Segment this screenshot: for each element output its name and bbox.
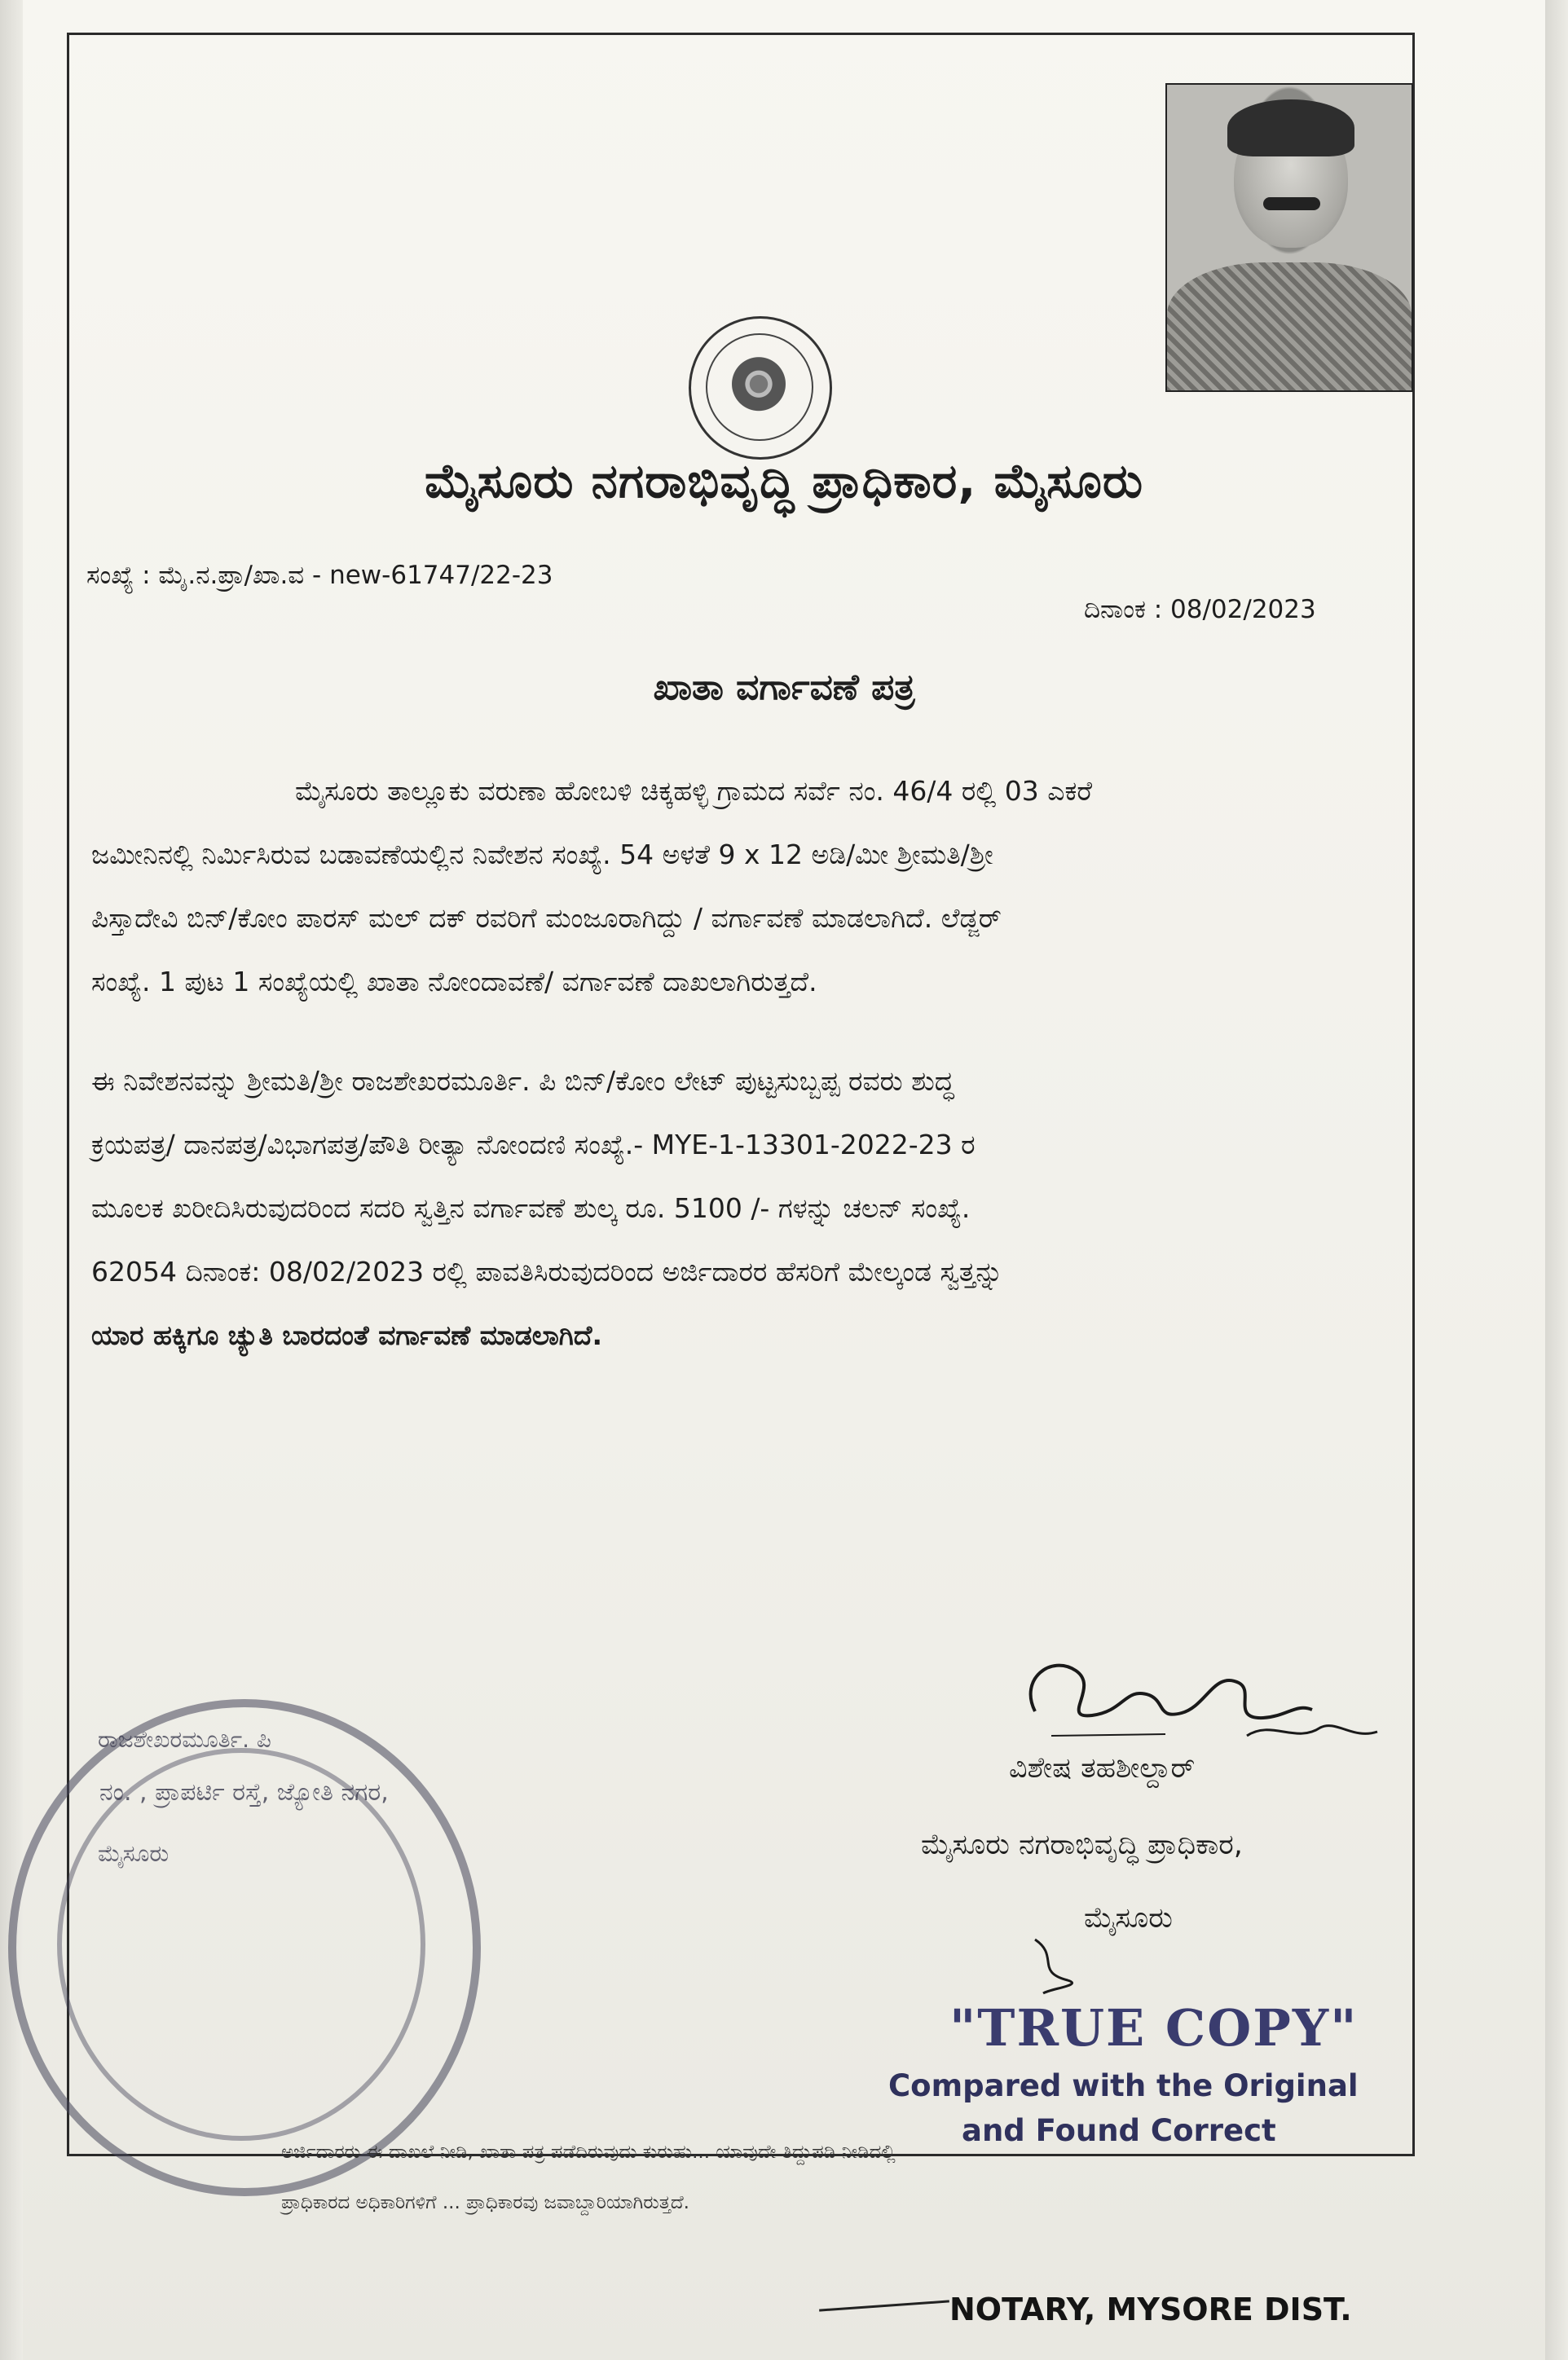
paragraph-line: ಯಾರ ಹಕ್ಕಿಗೂ ಚ್ಯುತಿ ಬಾರದಂತೆ ವರ್ಗಾವಣೆ ಮಾಡಲಾಗಿದೆ. bbox=[91, 1319, 603, 1351]
notary-label: NOTARY, MYSORE DIST. bbox=[949, 2292, 1352, 2327]
applicant-name: ರಾಜಶೇಖರಮೂರ್ತಿ. ಪಿ bbox=[98, 1726, 271, 1753]
paragraph-line: ಪಿಸ್ತಾದೇವಿ ಬಿನ್/ಕೋಂ ಪಾರಸ್ ಮಲ್ ದಕ್ ರವರಿಗೆ ಮಂಜೂರಾಗಿದ್ದು / ವರ್ಗಾವಣೆ ಮಾಡಲಾಗಿದೆ. ಲೆಡ್ಜರ್ bbox=[91, 902, 1002, 934]
paragraph-line: ಈ ನಿವೇಶನವನ್ನು ಶ್ರೀಮತಿ/ಶ್ರೀ ರಾಜಶೇಖರಮೂರ್ತಿ. ಪಿ ಬಿನ್/ಕೋಂ ಲೇಟ್ ಪುಟ್ಟಸುಬ್ಬಪ್ಪ ರವರು ಶುದ್ಧ bbox=[91, 1065, 954, 1097]
paragraph-line: 62054 ದಿನಾಂಕ: 08/02/2023 ರಲ್ಲಿ ಪಾವತಿಸಿರುವುದರಿಂದ ಅರ್ಜಿದಾರರ ಹೆಸರಿಗೆ ಮೇಲ್ಕಂಡ ಸ್ವತ್ತನ್ನು bbox=[91, 1256, 1003, 1288]
footer-note-2: ಪ್ರಾಧಿಕಾರದ ಅಧಿಕಾರಿಗಳಿಗೆ ... ಪ್ರಾಧಿಕಾರವು ಜವಾಬ್ದಾರಿಯಾಗಿರುತ್ತದೆ. bbox=[281, 2192, 689, 2213]
paragraph-line: ಮೈಸೂರು ತಾಲ್ಲೂಕು ವರುಣಾ ಹೋಬಳಿ ಚಿಕ್ಕಹಳ್ಳಿ ಗ್ರಾಮದ ಸರ್ವೆ ನಂ. 46/4 ರಲ್ಲಿ 03 ಎಕರೆ bbox=[295, 775, 1093, 807]
applicant-photo bbox=[1165, 83, 1413, 392]
applicant-address: ನಂ. , ಪ್ರಾಪರ್ಟಿ ರಸ್ತೆ, ಜ್ಯೋತಿ ನಗರ, bbox=[99, 1778, 389, 1807]
signatory-office: ಮೈಸೂರು ನಗರಾಭಿವೃದ್ಧಿ ಪ್ರಾಧಿಕಾರ, bbox=[921, 1829, 1243, 1861]
notary-seal-inner-ring bbox=[57, 1748, 425, 2141]
applicant-city: ಮೈಸೂರು bbox=[98, 1840, 170, 1867]
true-copy-stamp: "TRUE COPY" bbox=[949, 1998, 1359, 2058]
paragraph-line: ಜಮೀನಿನಲ್ಲಿ ನಿರ್ಮಿಸಿರುವ ಬಡಾವಣೆಯಲ್ಲಿನ ನಿವೇಶನ ಸಂಖ್ಯೆ. 54 ಅಳತೆ 9 x 12 ಅಡಿ/ಮೀ ಶ್ರೀಮತಿ/ಶ್ರೀ bbox=[91, 839, 993, 870]
photo-hair bbox=[1227, 99, 1354, 156]
signatory-designation: ವಿಶೇಷ ತಹಶೀಲ್ದಾರ್ bbox=[1009, 1752, 1196, 1785]
reference-number: ಸಂಖ್ಯೆ : ಮೈ.ನ.ಪ್ರಾ/ಖಾ.ವ - new-61747/22-23 bbox=[86, 561, 553, 590]
photo-shirt bbox=[1167, 262, 1412, 392]
notary-seal bbox=[8, 1699, 481, 2196]
paragraph-line: ಕ್ರಯಪತ್ರ/ ದಾನಪತ್ರ/ವಿಭಾಗಪತ್ರ/ಪೌತಿ ರೀತ್ಯಾ ನೋಂದಣಿ ಸಂಖ್ಯೆ.- MYE-1-13301-2022-23 ರ bbox=[91, 1129, 976, 1160]
paragraph-2 bbox=[91, 1050, 1387, 1367]
emblem-core bbox=[730, 356, 787, 418]
paragraph-line: ಸಂಖ್ಯೆ. 1 ಪುಟ 1 ಸಂಖ್ಯೆಯಲ್ಲಿ ಖಾತಾ ನೋಂದಾವಣೆ/ ವರ್ಗಾವಣೆ ದಾಖಲಾಗಿರುತ್ತದೆ. bbox=[91, 966, 817, 997]
right-edge bbox=[1545, 0, 1568, 2360]
photo-moustache bbox=[1263, 197, 1320, 210]
initial-mark bbox=[1019, 1931, 1117, 1997]
authority-heading: ಮೈಸೂರು ನಗರಾಭಿವೃದ್ಧಿ ಪ್ರಾಧಿಕಾರ, ಮೈಸೂರು bbox=[424, 453, 1144, 509]
signatory-city: ಮೈಸೂರು bbox=[1084, 1902, 1173, 1935]
paragraph-line: ಮೂಲಕ ಖರೀದಿಸಿರುವುದರಿಂದ ಸದರಿ ಸ್ವತ್ತಿನ ವರ್ಗಾವಣೆ ಶುಲ್ಕ ರೂ. 5100 /- ಗಳನ್ನು ಚಲನ್ ಸಂಖ್ಯೆ. bbox=[91, 1192, 971, 1224]
found-correct-stamp: and Found Correct bbox=[962, 2113, 1276, 2148]
document-subtitle: ಖಾತಾ ವರ್ಗಾವಣೆ ಪತ್ರ bbox=[653, 667, 915, 708]
paragraph-1 bbox=[91, 760, 1387, 1014]
issue-date: ದಿನಾಂಕ : 08/02/2023 bbox=[1084, 595, 1316, 624]
compared-stamp: Compared with the Original bbox=[888, 2068, 1359, 2103]
footer-note-1: ಅರ್ಜಿದಾರರು ಈ ದಾಖಲೆ ನೀಡಿ, ಖಾತಾ ಪತ್ರ ಪಡೆದಿರುವುದು ಕುರುಹು... ಯಾವುದೇ ತಿದ್ದುಪಡಿ ನೀಡಿದಲ್ಲಿ bbox=[281, 2142, 896, 2163]
authority-emblem-icon bbox=[689, 316, 832, 460]
